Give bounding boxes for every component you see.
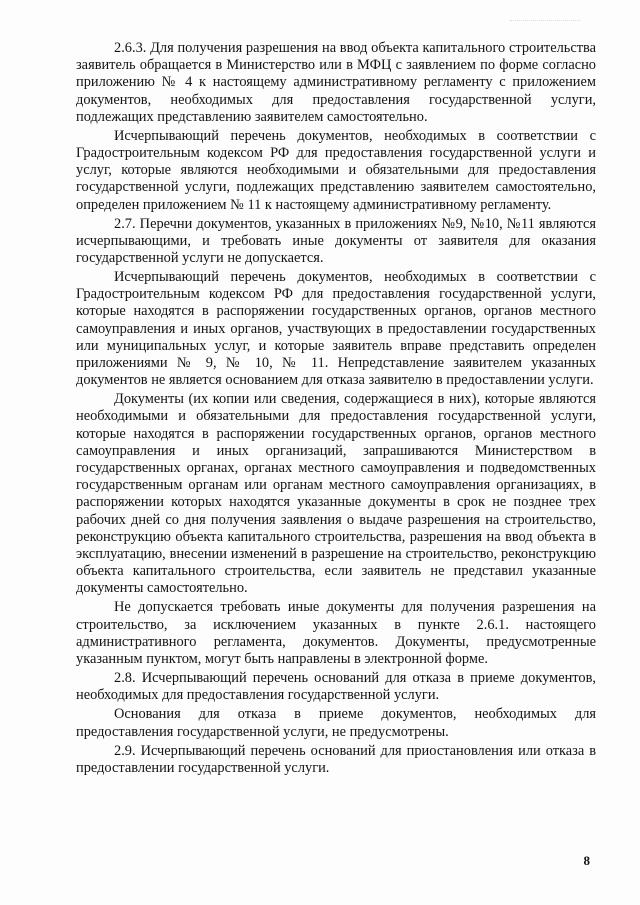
paragraph-2-7: 2.7. Перечни документов, указанных в приложениях №9, №10, №11 являются исчерпывающими, и требовать иные документы от заявителя для оказания государственной услуги не допускается. [76,215,596,267]
paragraph-documents-list: Исчерпывающий перечень документов, необходимых в соответствии с Градостроительным кодексом РФ для предоставления государственной услуги и услуг, которые являются необходимыми и обязательными для предоставления государственной услуги, подлежащих представлению заявителем самостоятельно, определен приложением № 11 к настоящему административному регламенту. [76,127,596,213]
paragraph-mandatory-documents: Документы (их копии или сведения, содержащиеся в них), которые являются необходимыми и обязательными для предоставления государственной услуги, которые находятся в распоряжении государственных органов, органов местного самоуправления и иных организаций, запрашиваются Министерством в государственных органах, органах местного самоуправления и подведомственных государственным органам или органам местного самоуправления организациях, в распоряжении которых находятся указанные документы в срок не позднее трех рабочих дней со дня получения заявления о выдаче разрешения на строительство, реконструкцию объекта капитального строительства, разрешения на ввод объекта в эксплуатацию, внесении изменений в разрешение на строительство, реконструкцию объекта капитального строительства, если заявитель не представил указанные документы самостоятельно. [76,391,596,597]
paragraph-no-other-documents: Не допускается требовать иные документы для получения разрешения на строительство, за исключением указанных в пункте 2.6.1. настоящего административного регламента, документов. Документы, предусмотренные указанным пунктом, могут быть направлены в электронной форме. [76,599,596,668]
scan-artifact [510,12,580,21]
paragraph-refusal-grounds: Основания для отказа в приеме документов, необходимых для предоставления государственной услуги, не предусмотрены. [76,706,596,740]
paragraph-2-8: 2.8. Исчерпывающий перечень оснований для отказа в приеме документов, необходимых для предоставления государственной услуги. [76,670,596,704]
paragraph-state-documents: Исчерпывающий перечень документов, необходимых в соответствии с Градостроительным кодексом РФ для предоставления государственной услуги, которые находятся в распоряжении государственных органов, органов местного самоуправления и иных органов, участвующих в предоставлении государственных или муниципальных услуг, и которые заявитель вправе представить определен приложениями № 9, № 10, № 11. Непредставление заявителем указанных документов не является основанием для отказа заявителю в предоставлении услуги. [76,269,596,389]
paragraph-2-9: 2.9. Исчерпывающий перечень оснований для приостановления или отказа в предоставлении государственной услуги. [76,742,596,776]
paragraph-2-6-3: 2.6.3. Для получения разрешения на ввод объекта капитального строительства заявитель обращается в Министерство или в МФЦ с заявлением по форме согласно приложению № 4 к настоящему административному регламенту с приложением документов, необходимых для предоставления государственной услуги, подлежащих представлению заявителем самостоятельно. [76,40,596,125]
page-number: 8 [583,853,590,868]
document-body [76,40,596,779]
